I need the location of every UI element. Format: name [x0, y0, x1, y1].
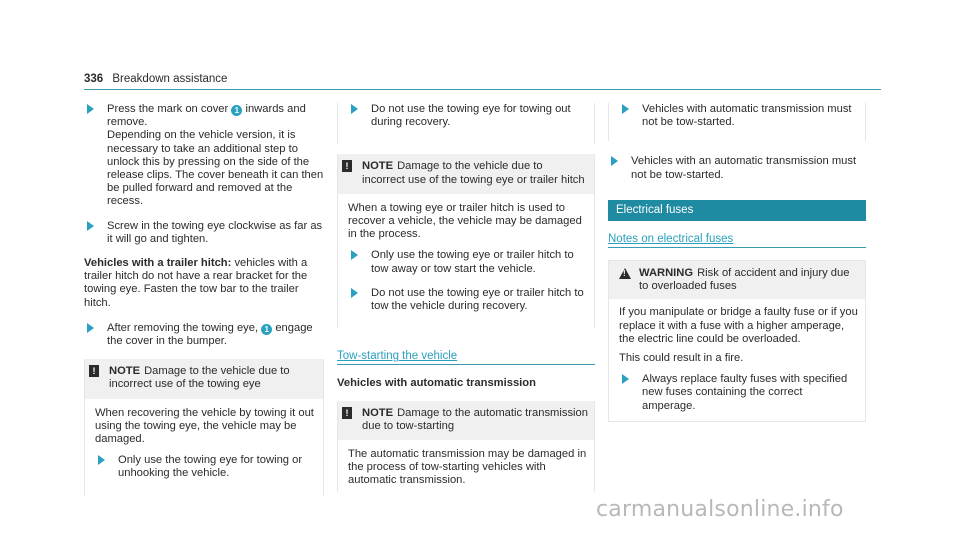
note-header — [85, 359, 323, 398]
warning-box-fuses — [608, 260, 866, 422]
note-header — [338, 401, 594, 440]
note-text: The automatic transmission may be damaged in the process of tow-starting vehicles with automatic transmission. — [348, 448, 587, 487]
marker-1-icon: 1 — [261, 324, 272, 335]
notice-icon: ! — [342, 407, 352, 419]
arrow-bullet-icon — [351, 250, 358, 260]
trailer-hitch-paragraph — [84, 257, 324, 310]
note-box-trailer-hitch — [337, 154, 595, 328]
header-divider — [84, 89, 881, 90]
section-divider — [337, 364, 595, 365]
step-text: After removing the towing eye, — [107, 321, 262, 334]
chapter-bar-electrical-fuses: Electrical fuses — [608, 200, 866, 221]
warning-header — [609, 261, 865, 299]
step-press-cover-detail: Depending on the vehicle version, it is necessary to take an additional step to unlock this by pressing on the side of the release clips. The cover beneath it can then be pulled forward and removed at the recess. — [107, 129, 324, 208]
subsection-title: Vehicles with automatic transmission — [337, 377, 536, 390]
step-press-cover-line — [107, 103, 324, 129]
note-step — [619, 103, 859, 129]
page-section-title: Breakdown assistance — [112, 73, 228, 85]
step-text: Vehicles with an automatic transmission must not be tow-started. — [631, 155, 857, 181]
arrow-bullet-icon — [98, 455, 105, 465]
step-tow-start — [608, 155, 866, 181]
marker-1-icon: 1 — [231, 105, 242, 116]
note-text: When a towing eye or trailer hitch is used to recover a vehicle, the vehicle may be damaged in the process. — [348, 201, 582, 241]
note-heading: Damage to the vehicle due to incorrect use of the towing eye or trailer hitch — [362, 160, 585, 186]
warning-text: This could result in a fire. — [619, 352, 744, 365]
note-box-continued — [337, 103, 595, 144]
arrow-bullet-icon — [622, 104, 629, 114]
watermark: carmanualsonline.info — [596, 497, 844, 522]
note-step — [348, 249, 588, 275]
note-body — [338, 440, 594, 492]
note-header — [338, 154, 594, 193]
note-body — [338, 103, 594, 144]
step-text: Always replace faulty fuses with specified new fuses containing the correct amperage. — [642, 373, 848, 412]
note-step — [348, 287, 588, 313]
arrow-bullet-icon — [351, 104, 358, 114]
page-header — [84, 73, 227, 86]
step-press-cover — [84, 103, 324, 209]
notice-icon: ! — [89, 365, 99, 377]
note-body — [85, 399, 323, 496]
warning-heading: Risk of accident and injury due to overloaded fuses — [639, 267, 850, 293]
step-engage-cover-line — [107, 322, 324, 348]
note-step — [95, 454, 317, 480]
note-heading: Damage to the automatic transmission due to tow-starting — [362, 406, 588, 432]
arrow-bullet-icon — [611, 156, 618, 166]
note-box-towing-eye — [84, 359, 324, 495]
section-title-notes-fuses: Notes on electrical fuses — [608, 232, 734, 245]
note-box-continued — [608, 103, 866, 141]
note-body — [609, 103, 865, 141]
note-step — [348, 103, 588, 129]
section-title-tow-starting: Tow-starting the vehicle — [337, 350, 458, 363]
step-text: Do not use the towing eye for towing out during recovery. — [371, 103, 571, 129]
note-box-automatic-transmission — [337, 401, 595, 492]
step-text: inwards and remove. — [107, 103, 306, 129]
warning-triangle-icon — [619, 268, 631, 279]
column-1 — [84, 103, 324, 496]
note-label: NOTE — [362, 406, 394, 419]
trailer-hitch-lead: Vehicles with a trailer hitch: — [84, 257, 232, 270]
step-screw-in — [84, 220, 324, 246]
step-text: Only use the towing eye for towing or unhooking the vehicle. — [118, 454, 303, 480]
step-text: Press the mark on cover — [107, 103, 232, 115]
step-engage-cover — [84, 322, 324, 348]
step-text: Screw in the towing eye clockwise as far as it will go and tighten. — [107, 219, 323, 245]
note-text: When recovering the vehicle by towing it out using the towing eye, the vehicle may be damaged. — [95, 406, 314, 446]
page-number: 336 — [84, 73, 104, 85]
step-text: engage the cover in the bumper. — [107, 321, 313, 348]
step-text: Vehicles with automatic transmission must not be tow-started. — [642, 103, 852, 129]
warning-text: If you manipulate or bridge a faulty fuse or if you replace it with a fuse with a higher amperage, the electric line could be overloaded. — [619, 306, 858, 345]
column-3 — [608, 103, 866, 422]
note-label: NOTE — [109, 365, 141, 378]
arrow-bullet-icon — [87, 104, 94, 114]
step-text: Only use the towing eye or trailer hitch to tow away or tow start the vehicle. — [371, 249, 574, 275]
trailer-hitch-text: vehicles with a trailer hitch do not have a rear bracket for the towing eye. Fasten the tow bar to the trailer hitch. — [84, 257, 308, 309]
arrow-bullet-icon — [87, 221, 94, 231]
arrow-bullet-icon — [622, 374, 629, 384]
step-text: Do not use the towing eye or trailer hitch to tow the vehicle during recovery. — [371, 286, 584, 313]
note-heading: Damage to the vehicle due to incorrect use of the towing eye — [109, 365, 290, 391]
warning-body — [609, 299, 865, 420]
warning-step — [619, 373, 859, 413]
section-divider — [608, 247, 866, 248]
note-body — [338, 194, 594, 328]
warning-label: WARNING — [639, 267, 694, 280]
note-label: NOTE — [362, 160, 394, 173]
arrow-bullet-icon — [351, 288, 358, 298]
column-2 — [337, 103, 595, 492]
arrow-bullet-icon — [87, 323, 94, 333]
notice-icon: ! — [342, 160, 352, 172]
